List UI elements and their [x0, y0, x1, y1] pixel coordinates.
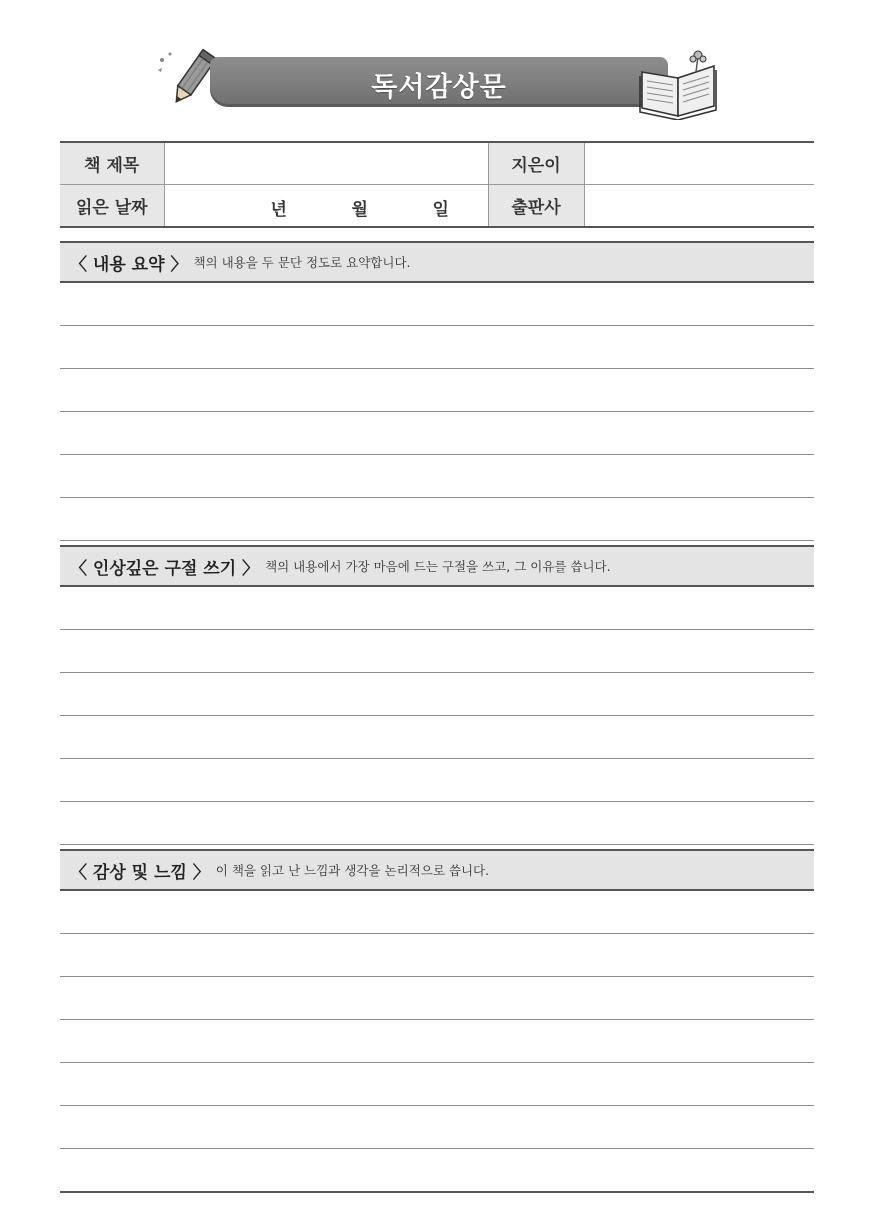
book-title-label: 책 제목 — [60, 142, 164, 185]
writing-line[interactable] — [60, 412, 814, 455]
impression-section-header — [60, 849, 814, 891]
quote-section-header — [60, 545, 814, 587]
summary-section — [60, 241, 814, 541]
writing-line[interactable] — [60, 587, 814, 630]
writing-line[interactable] — [60, 455, 814, 498]
summary-section-description: 책의 내용을 두 문단 정도로 요약합니다. — [193, 255, 411, 270]
impression-section-description: 이 책을 읽고 난 느낌과 생각을 논리적으로 씁니다. — [215, 863, 490, 878]
title-banner — [210, 57, 668, 107]
writing-line[interactable] — [60, 934, 814, 977]
publisher-label: 출판사 — [488, 185, 584, 228]
author-field[interactable] — [584, 142, 814, 185]
writing-line[interactable] — [60, 283, 814, 326]
writing-line[interactable] — [60, 802, 814, 845]
writing-line[interactable] — [60, 630, 814, 673]
quote-writing-lines[interactable] — [60, 587, 814, 845]
summary-section-header — [60, 241, 814, 283]
month-unit: 월 — [351, 200, 368, 220]
date-read-label: 읽은 날짜 — [60, 185, 164, 228]
writing-line[interactable] — [60, 498, 814, 541]
writing-line[interactable] — [60, 759, 814, 802]
writing-line[interactable] — [60, 326, 814, 369]
writing-line[interactable] — [60, 891, 814, 934]
date-read-field[interactable] — [164, 185, 488, 228]
book-title-field[interactable] — [164, 142, 488, 185]
book-info-row-2 — [60, 185, 814, 228]
writing-line[interactable] — [60, 1106, 814, 1149]
page-title: 독서감상문 — [371, 72, 507, 103]
summary-writing-lines[interactable] — [60, 283, 814, 541]
quote-section — [60, 545, 814, 845]
open-book-icon — [636, 50, 722, 120]
impression-writing-lines[interactable] — [60, 891, 814, 1193]
quote-section-description: 책의 내용에서 가장 마음에 드는 구절을 쓰고, 그 이유를 씁니다. — [265, 559, 611, 574]
book-info-table — [60, 141, 814, 228]
impression-section — [60, 849, 814, 1193]
year-unit: 년 — [270, 200, 287, 220]
impression-section-title: 〈 감상 및 느낌 〉 — [70, 862, 210, 883]
writing-line[interactable] — [60, 673, 814, 716]
writing-line[interactable] — [60, 369, 814, 412]
publisher-field[interactable] — [584, 185, 814, 228]
day-unit: 일 — [432, 200, 449, 220]
writing-line[interactable] — [60, 716, 814, 759]
writing-line[interactable] — [60, 1063, 814, 1106]
quote-section-title: 〈 인상깊은 구절 쓰기 〉 — [70, 558, 260, 579]
book-info-row-1 — [60, 142, 814, 185]
writing-line[interactable] — [60, 1149, 814, 1193]
writing-line[interactable] — [60, 1020, 814, 1063]
writing-line[interactable] — [60, 977, 814, 1020]
summary-section-title: 〈 내용 요약 〉 — [70, 254, 188, 275]
author-label: 지은이 — [488, 142, 584, 185]
